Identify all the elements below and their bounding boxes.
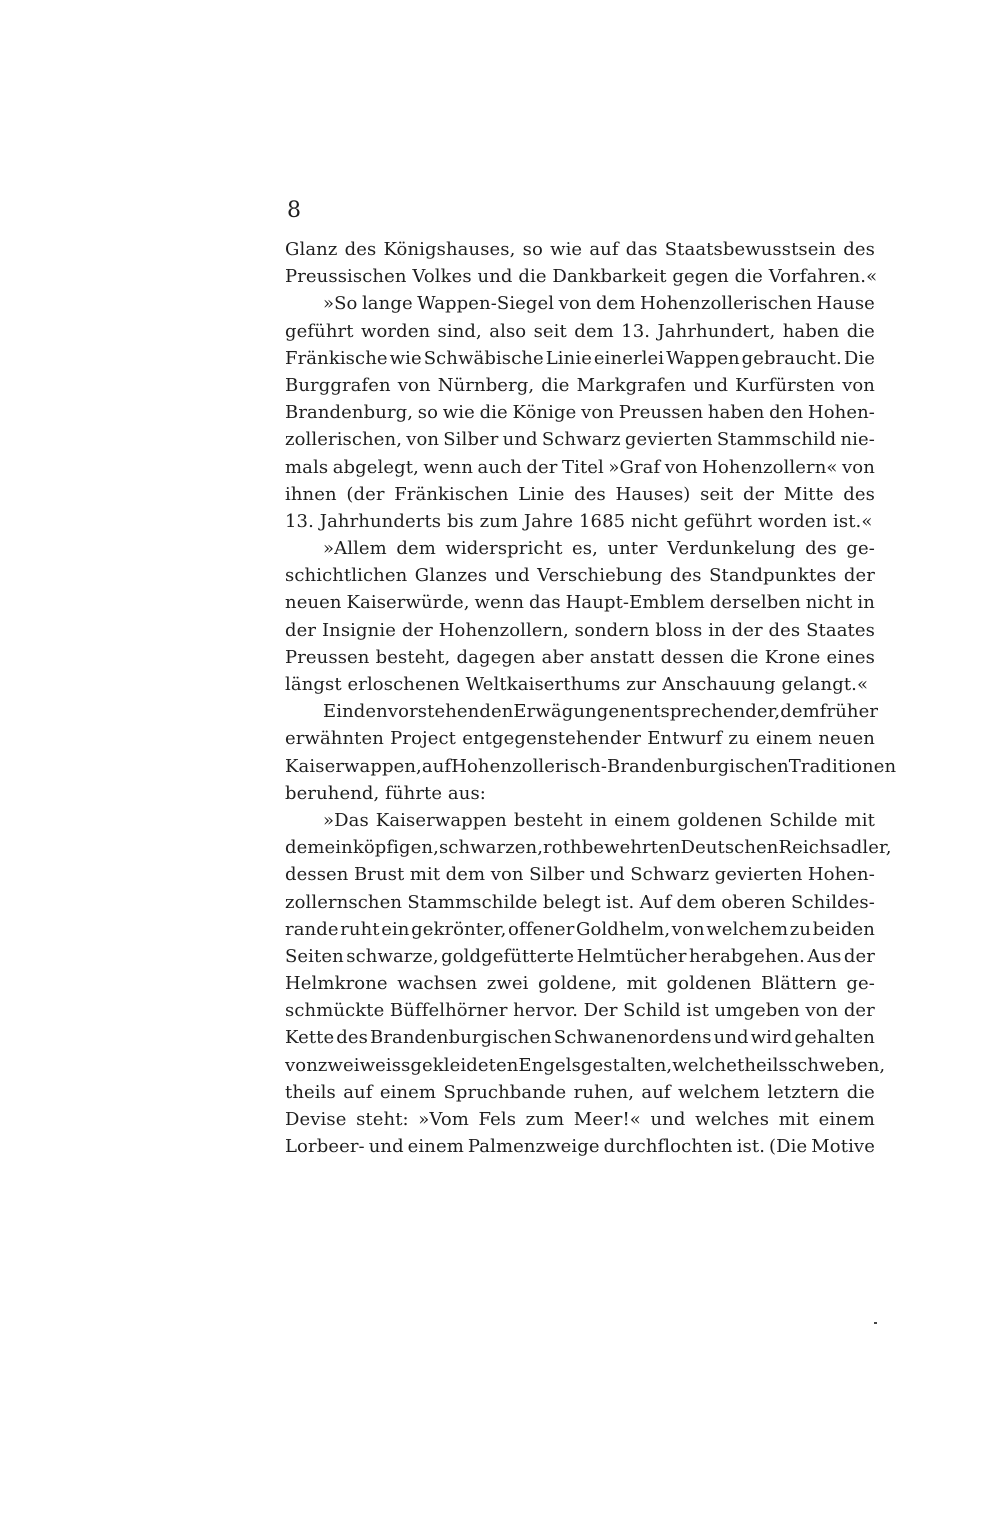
- text-line: neuen Kaiserwürde, wenn das Haupt-Emblem derselben nicht in: [285, 592, 875, 614]
- text-line: rande ruht ein gekrönter, offener Goldhelm, von welchem zu beiden: [285, 918, 875, 940]
- text-line: theils auf einem Spruchbande ruhen, auf welchem letztern die: [285, 1081, 875, 1103]
- text-line: »Das Kaiserwappen besteht in einem goldenen Schilde mit: [323, 809, 875, 831]
- text-line: Brandenburg, so wie die Könige von Preussen haben den Hohen-: [285, 402, 875, 424]
- text-line: »Allem dem widerspricht es, unter Verdunkelung des ge-: [323, 538, 875, 560]
- text-line: schmückte Büffelhörner hervor. Der Schild ist umgeben von der: [285, 1000, 875, 1022]
- text-line: erwähnten Project entgegenstehender Entwurf zu einem neuen: [285, 728, 875, 750]
- text-line: geführt worden sind, also seit dem 13. Jahrhundert, haben die: [285, 320, 875, 342]
- text-line: Seiten schwarze, goldgefütterte Helmtücher herabgehen. Aus der: [285, 945, 875, 967]
- text-line: schichtlichen Glanzes und Verschiebung des Standpunktes der: [285, 565, 875, 587]
- body-text: [285, 236, 897, 1160]
- text-line: ihnen (der Fränkischen Linie des Hauses) seit der Mitte des: [285, 483, 875, 505]
- text-line: Ein den vorstehenden Erwägungen entsprechender, dem früher: [323, 701, 879, 723]
- text-line: zollernschen Stammschilde belegt ist. Auf dem oberen Schildes-: [285, 891, 875, 913]
- text-line: dessen Brust mit dem von Silber und Schwarz gevierten Hohen-: [285, 864, 875, 886]
- text-line: Helmkrone wachsen zwei goldene, mit goldenen Blättern ge-: [285, 973, 875, 995]
- text-line: Kette des Brandenburgischen Schwanenordens und wird gehalten: [285, 1027, 875, 1049]
- text-line: »So lange Wappen-Siegel von dem Hohenzollerischen Hause: [323, 293, 875, 315]
- text-line: mals abgelegt, wenn auch der Titel »Graf von Hohenzollern« von: [285, 456, 875, 478]
- text-line: längst erloschenen Weltkaiserthums zur Anschauung gelangt.«: [285, 674, 869, 695]
- text-line: beruhend, führte aus:: [285, 782, 486, 804]
- page-mark: [874, 1322, 877, 1324]
- text-line: dem einköpfigen, schwarzen, rothbewehrten Deutschen Reichsadler,: [285, 837, 892, 859]
- text-line: Preussischen Volkes und die Dankbarkeit gegen die Vorfahren.«: [285, 266, 878, 288]
- text-line: von zwei weissgekleideten Engelsgestalten, welche theils schweben,: [285, 1054, 886, 1076]
- text-line: Preussen besteht, dagegen aber anstatt dessen die Krone eines: [285, 646, 875, 668]
- text-line: Devise steht: »Vom Fels zum Meer!« und welches mit einem: [285, 1109, 875, 1130]
- text-line: 13. Jahrhunderts bis zum Jahre 1685 nicht geführt worden ist.«: [285, 510, 873, 532]
- text-line: Burggrafen von Nürnberg, die Markgrafen und Kurfürsten von: [285, 374, 875, 396]
- text-line: Kaiserwappen, auf Hohenzollerisch-Brandenburgischen Traditionen: [285, 755, 897, 777]
- text-line: der Insignie der Hohenzollern, sondern bloss in der des Staates: [285, 619, 875, 641]
- text-line: Fränkische wie Schwäbische Linie einerlei Wappen gebraucht. Die: [285, 347, 875, 369]
- text-line: zollerischen, von Silber und Schwarz gevierten Stammschild nie-: [285, 429, 875, 451]
- text-line: Glanz des Königshauses, so wie auf das Staatsbewusstsein des: [285, 239, 875, 260]
- text-line: Lorbeer- und einem Palmenzweige durchflochten ist. (Die Motive: [285, 1136, 875, 1158]
- page-number: 8: [287, 198, 301, 223]
